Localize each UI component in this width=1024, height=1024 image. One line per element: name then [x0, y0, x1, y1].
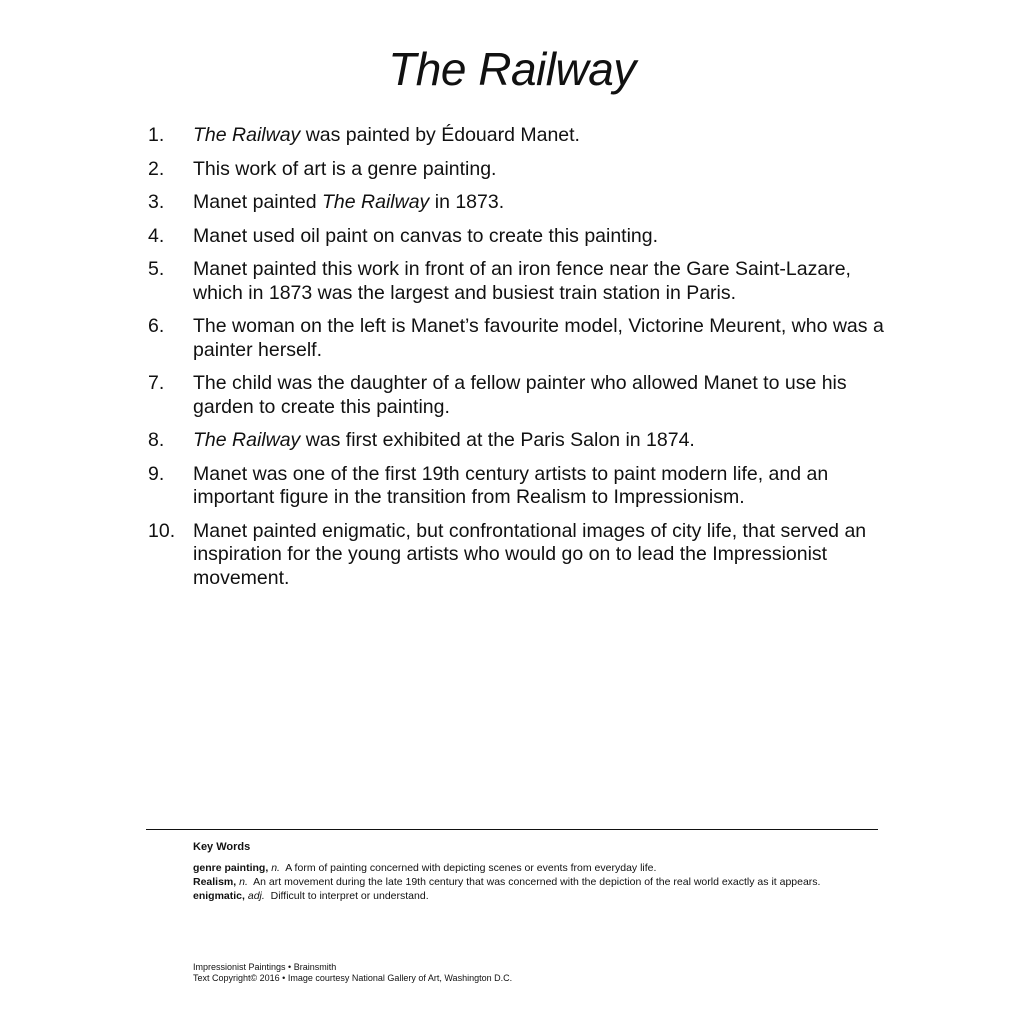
fact-text-segment: The woman on the left is Manet’s favourite model, Victorine Meurent, who was a painter herself.: [193, 315, 884, 361]
facts-list: [148, 124, 888, 600]
page-title: The Railway: [388, 43, 636, 95]
key-words-section: [193, 840, 913, 903]
fact-text: [193, 429, 888, 453]
fact-item: [148, 258, 888, 305]
fact-number: 6.: [148, 315, 165, 337]
key-words-list: [193, 861, 913, 903]
fact-text-segment: Manet was one of the first 19th century artists to paint modern life, and an important figure in the transition from Realism to Impressionism.: [193, 462, 829, 508]
fact-text: [193, 372, 888, 419]
fact-text-segment: was painted by Édouard Manet.: [300, 124, 580, 146]
fact-number: 4.: [148, 224, 165, 247]
fact-text: [193, 520, 888, 591]
key-word-entry: [193, 875, 913, 889]
fact-number: 8.: [148, 429, 165, 451]
footer: [193, 962, 512, 984]
fact-item: [148, 124, 888, 148]
fact-number: 9.: [148, 462, 165, 485]
fact-item: [148, 225, 888, 249]
fact-number: 3.: [148, 191, 165, 213]
key-word-entry: [193, 889, 913, 903]
fact-text: [193, 191, 888, 215]
fact-text-segment: This work of art is a genre painting.: [193, 157, 497, 180]
fact-item: [148, 315, 888, 362]
artwork-title: The Railway: [322, 191, 430, 213]
key-words-heading: Key Words: [193, 841, 251, 853]
artwork-title: The Railway: [193, 429, 301, 451]
fact-text-segment: Manet painted: [193, 191, 323, 213]
key-word-definition: An art movement during the late 19th century that was concerned with the depiction of the real world exactly as it appears.: [253, 876, 821, 888]
fact-text-segment: was first exhibited at the Paris Salon in 1874.: [300, 429, 695, 451]
fact-number: 1.: [148, 124, 165, 146]
fact-text-segment: Manet used oil paint on canvas to create this painting.: [193, 224, 659, 247]
fact-text: [193, 315, 888, 362]
artwork-title: The Railway: [193, 124, 301, 146]
fact-text: [193, 258, 888, 305]
fact-number: 5.: [148, 258, 165, 280]
fact-text-segment: Manet painted this work in front of an iron fence near the Gare Saint-Lazare, which in 1873 was the largest and busiest train station in Paris.: [193, 258, 851, 304]
key-word-term: genre painting,: [193, 862, 269, 874]
key-word-term: enigmatic,: [193, 890, 245, 902]
footer-line-2: Text Copyright© 2016 • Image courtesy National Gallery of Art, Washington D.C.: [193, 973, 513, 983]
fact-item: [148, 463, 888, 510]
key-word-definition: Difficult to interpret or understand.: [270, 890, 429, 902]
fact-text: [193, 225, 888, 249]
key-word-part-of-speech: n.: [271, 862, 280, 874]
fact-number: 10.: [148, 519, 176, 542]
fact-number: 7.: [148, 372, 165, 394]
key-word-term: Realism,: [193, 876, 237, 888]
key-word-definition: A form of painting concerned with depicting scenes or events from everyday life.: [285, 862, 657, 874]
key-word-entry: [193, 861, 913, 875]
key-word-part-of-speech: n.: [239, 876, 248, 888]
fact-item: [148, 429, 888, 453]
key-word-part-of-speech: adj.: [247, 890, 265, 902]
divider: [146, 829, 878, 830]
fact-text: [193, 463, 888, 510]
fact-text: [193, 124, 888, 148]
fact-text-segment: Manet painted enigmatic, but confrontational images of city life, that served an inspiration for the young artists who would go on to lead the Impressionist movement.: [193, 519, 867, 589]
fact-text-segment: The child was the daughter of a fellow painter who allowed Manet to use his garden to create this painting.: [193, 372, 847, 418]
fact-text-segment: in 1873.: [429, 191, 505, 213]
fact-item: [148, 158, 888, 182]
fact-item: [148, 191, 888, 215]
fact-item: [148, 520, 888, 591]
fact-text: [193, 158, 888, 182]
fact-number: 2.: [148, 157, 165, 180]
footer-line-1: Impressionist Paintings • Brainsmith: [193, 962, 337, 972]
fact-item: [148, 372, 888, 419]
